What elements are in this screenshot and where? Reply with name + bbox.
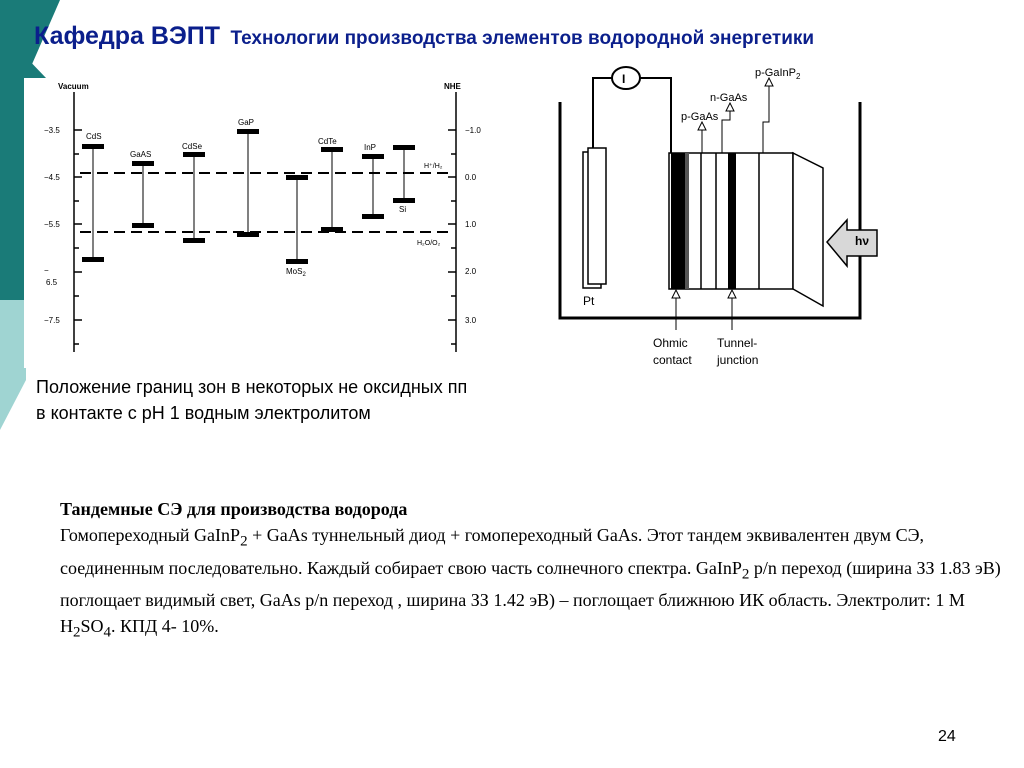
layer-label-pgaas: p-GaAs bbox=[681, 111, 719, 123]
section-paragraph: Гомопереходный GaInP$_2$ + GaAs туннельный диод + гомопереходный GaAs. Этот тандем эквивалентен двум СЭ, соединенным последовательно. Каждый собирает свою часть солнечного спектра. GaInP$_2$ p/n переход (ширина ЗЗ 1.83 эВ) поглощает видимый свет, GaAs p/n переход , ширина ЗЗ 1.42 эВ) – поглощает ближнюю ИК область. Электролит: 1 M $H_2SO_4$. КПД 4- 10%. bbox=[60, 525, 1001, 641]
tunnel-label: Tunnel- bbox=[717, 336, 758, 350]
nhe-axis-title: NHE bbox=[444, 82, 461, 91]
material-label: Si bbox=[399, 205, 407, 214]
material-label: CdTe bbox=[318, 137, 337, 146]
material-label: GaAS bbox=[130, 150, 152, 159]
vacuum-axis-title: Vacuum bbox=[58, 82, 89, 91]
left-tick-label: −3.5 bbox=[44, 126, 60, 135]
body-text bbox=[60, 496, 1010, 646]
right-tick-label: −1.0 bbox=[465, 126, 481, 135]
light-label: hν bbox=[855, 234, 870, 248]
section-heading: Тандемные СЭ для производства водорода bbox=[60, 499, 408, 519]
left-tick-label: 6.5 bbox=[46, 278, 58, 287]
tandem-cell-diagram bbox=[555, 62, 885, 382]
department-title: Кафедра ВЭПТ bbox=[34, 22, 220, 50]
right-tick-label: 1.0 bbox=[465, 220, 477, 229]
light-arrow bbox=[827, 220, 877, 266]
material-label: InP bbox=[364, 143, 377, 152]
right-tick-label: 0.0 bbox=[465, 173, 477, 182]
ohmic-label: Ohmic bbox=[653, 336, 688, 350]
redox-top-label: H⁺/H₂ bbox=[424, 163, 443, 170]
tunnel-label: junction bbox=[717, 353, 759, 367]
right-tick-label: 3.0 bbox=[465, 316, 477, 325]
ohmic-label: contact bbox=[653, 353, 692, 367]
band-edge-diagram bbox=[24, 78, 494, 368]
material-label: MoS$_2$ bbox=[286, 267, 306, 278]
slide-title bbox=[34, 22, 814, 51]
redox-bottom-label: H₂O/O₂ bbox=[417, 240, 441, 247]
layer-label-ngaas: n-GaAs bbox=[710, 92, 748, 104]
material-label: CdS bbox=[86, 132, 102, 141]
left-tick-label: −4.5 bbox=[44, 173, 60, 182]
course-subtitle: Технологии производства элементов водородной энергетики bbox=[230, 28, 815, 49]
ammeter bbox=[612, 67, 640, 89]
right-tick-label: 2.0 bbox=[465, 267, 477, 276]
left-tick-label: − bbox=[44, 266, 49, 275]
left-tick-label: −5.5 bbox=[44, 220, 60, 229]
material-label: GaP bbox=[238, 118, 255, 127]
layer-label-gainp: p-GaInP$_2$ bbox=[755, 67, 801, 81]
band-diagram-caption: Положение границ зон в некоторых не оксидных пп в контакте с pH 1 водным электролитом bbox=[36, 377, 468, 423]
page-number: 24 bbox=[938, 728, 956, 745]
ammeter-label: I bbox=[622, 72, 626, 86]
electrode-label: Pt bbox=[583, 294, 595, 308]
left-tick-label: −7.5 bbox=[44, 316, 60, 325]
material-label: CdSe bbox=[182, 142, 203, 151]
